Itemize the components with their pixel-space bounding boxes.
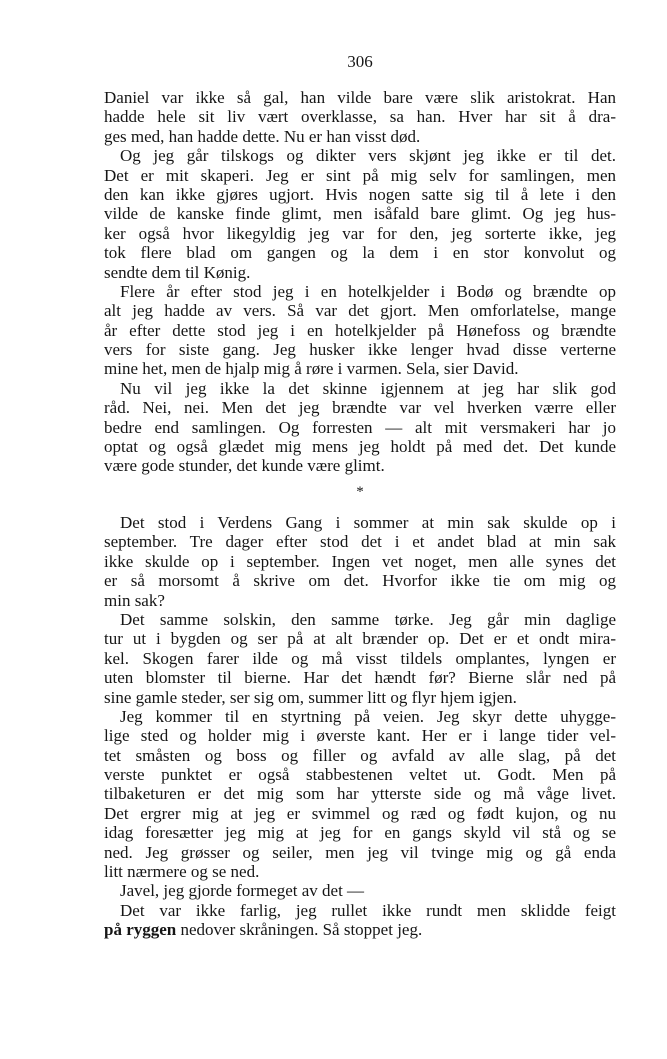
text-line: Det er mit skaperi. Jeg er sint på mig selv for samlingen, men <box>104 165 616 185</box>
text-line: Flere år efter stod jeg i en hotelkjelder i Bodø og brændte op <box>120 281 616 301</box>
text-line: på ryggen nedover skråningen. Så stoppet jeg. <box>104 920 423 940</box>
text-section-1 <box>104 88 616 476</box>
text-line: ned. Jeg grøsser og seiler, men jeg vil tvinge mig og gå enda <box>104 842 616 862</box>
text-line: ikke skulde op i september. Ingen vet noget, men alle synes det <box>104 551 616 571</box>
text-section-2 <box>104 513 616 940</box>
text-line: vilde de kanske finde glimt, men isåfald bare glimt. Og jeg hus- <box>104 204 616 224</box>
text-line: mine het, men de hjalp mig å røre i varmen. Sela, sier David. <box>104 359 519 379</box>
text-line: Det var ikke farlig, jeg rullet ikke rundt men sklidde feigt <box>120 900 616 920</box>
text-line: Og jeg går tilskogs og dikter vers skjønt jeg ikke er til det. <box>120 146 616 166</box>
text-line: alt jeg hadde av vers. Så var det gjort. Men omforlatelse, mange <box>104 301 616 321</box>
text-line: sendte dem til Kønig. <box>104 262 251 282</box>
text-line: optat og også glædet mig mens jeg holdt på med det. Det kunde <box>104 437 616 457</box>
text-line: vers for siste gang. Jeg husker ikke lenger hvad disse verterne <box>104 340 616 360</box>
text-line: sine gamle steder, ser sig om, summer litt og flyr hjem igjen. <box>104 687 517 707</box>
text-line: bedre end samlingen. Og forresten — alt mit versmakeri har jo <box>104 417 616 437</box>
text-line: er så morsomt å skrive om det. Hvorfor ikke tie om mig og <box>104 571 616 591</box>
text-line: Det stod i Verdens Gang i sommer at min sak skulde op i <box>120 513 616 532</box>
text-line: litt nærmere og se ned. <box>104 862 260 882</box>
section-separator: * <box>356 484 364 500</box>
page-number: 306 <box>347 52 373 71</box>
text-line: Jeg kommer til en styrtning på veien. Jeg skyr dette uhygge- <box>120 706 616 726</box>
text-line: tok flere blad om gangen og la dem i en stor konvolut og <box>104 243 616 263</box>
text-line: ges med, han hadde dette. Nu er han visst død. <box>104 126 421 146</box>
text-line: hadde hele sit liv vært overklasse, sa han. Hver har sit å dra- <box>104 107 616 127</box>
text-line: kel. Skogen farer ilde og må visst tildels omplantes, lyngen er <box>104 648 616 668</box>
text-line: september. Tre dager efter stod det i et andet blad at min sak <box>104 532 616 552</box>
text-line: Daniel var ikke så gal, han vilde bare være slik aristokrat. Han <box>104 88 616 107</box>
text-line: råd. Nei, nei. Men det jeg brændte var vel hverken værre eller <box>104 398 616 418</box>
text-line: tet småsten og boss og filler og avfald av alle slag, på det <box>104 745 616 765</box>
text-line: tur ut i bygden og ser på at alt brænder op. Det er et ondt mira- <box>104 629 616 649</box>
text-line: ker også hvor likegyldig jeg var for den, jeg sorterte ikke, jeg <box>104 223 616 243</box>
text-line: idag foresætter jeg mig at jeg for en gangs skyld vil stå og se <box>104 823 616 843</box>
text-line: uten blomster til bierne. Har det hændt før? Bierne slår ned på <box>104 668 616 688</box>
text-line: den kan ikke gjøres ugjort. Hvis nogen satte sig til å lete i den <box>104 184 616 204</box>
text-line: Det ergrer mig at jeg er svimmel og ræd og født kujon, og nu <box>104 803 616 823</box>
text-line: min sak? <box>104 590 165 610</box>
text-line: verste punktet er også stabbestenen veltet ut. Godt. Men på <box>104 765 616 785</box>
text-line: Nu vil jeg ikke la det skinne igjennem at jeg har slik god <box>120 378 616 398</box>
bold-phrase: på ryggen <box>104 920 177 940</box>
text-line: Javel, jeg gjorde formeget av det — <box>120 881 365 901</box>
text-line: år efter dette stod jeg i en hotelkjelder på Hønefoss og brændte <box>104 320 616 340</box>
text-line: tilbaketuren er det mig som har ytterste side og må våge livet. <box>104 784 616 804</box>
text-line: Det samme solskin, den samme tørke. Jeg går min daglige <box>120 609 616 629</box>
text-line: lige sted og holder mig i øverste kant. Her er i lange tider vel- <box>104 726 616 746</box>
text-line: være gode stunder, det kunde være glimt. <box>104 456 385 476</box>
